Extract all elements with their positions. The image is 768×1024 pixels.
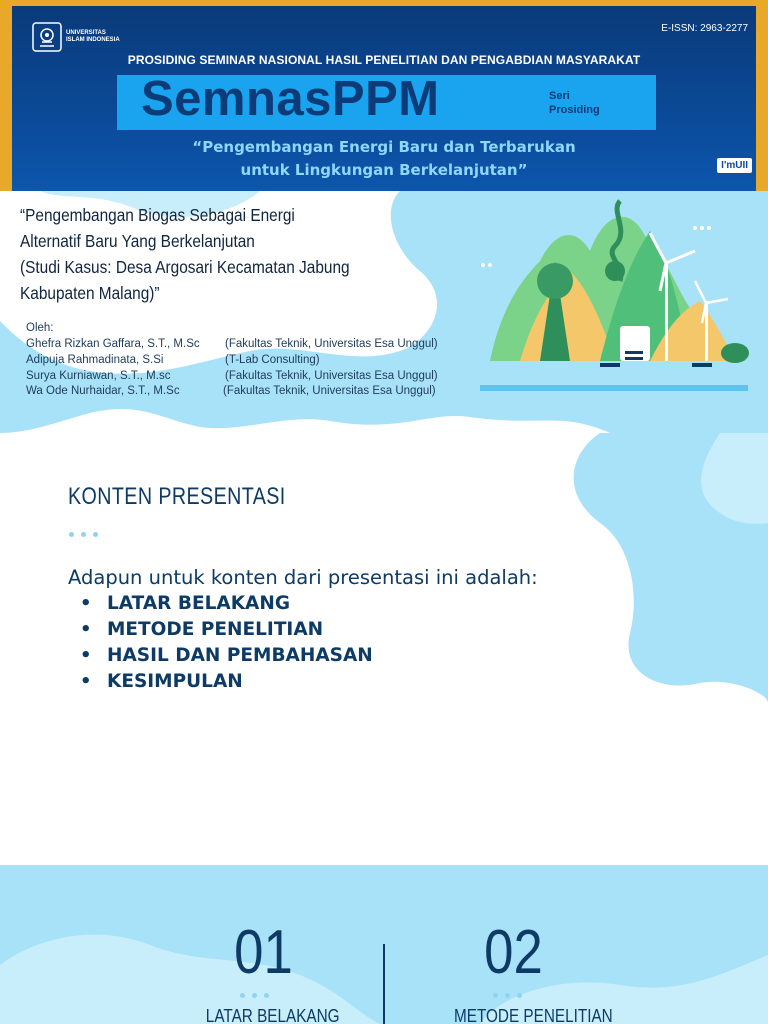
author-row xyxy=(26,370,438,382)
author-name: Surya Kurniawan, S.T., M.sc xyxy=(26,370,171,382)
issn-label: E-ISSN: 2963-2277 xyxy=(661,23,748,34)
university-emblem-icon xyxy=(32,22,62,52)
contents-list xyxy=(80,591,373,695)
contents-heading: KONTEN PRESENTASI xyxy=(68,483,286,510)
conference-title: PROSIDING SEMINAR NASIONAL HASIL PENELITIAN DAN PENGABDIAN MASYARAKAT xyxy=(127,53,641,67)
paper-title-line-4: Kabupaten Malang)” xyxy=(20,283,160,303)
section-label: LATAR BELAKANG xyxy=(205,1006,340,1024)
university-name: UNIVERSITAS ISLAM INDONESIA xyxy=(66,30,120,43)
list-item: • KESIMPULAN xyxy=(80,669,373,695)
author-affiliation: (Fakultas Teknik, Universitas Esa Unggul) xyxy=(225,338,438,350)
brand-sub-line-1: Seri xyxy=(549,90,570,102)
authors-label: Oleh: xyxy=(26,322,54,334)
section-slide xyxy=(0,865,768,1024)
author-row xyxy=(26,338,438,350)
title-slide xyxy=(0,0,768,433)
paper-title-line-1: “Pengembangan Biogas Sebagai Energi xyxy=(20,205,295,225)
author-row xyxy=(26,385,436,397)
author-name: Adipuja Rahmadinata, S.Si xyxy=(26,354,164,366)
section-divider xyxy=(383,944,385,1024)
paper-title-line-2: Alternatif Baru Yang Berkelanjutan xyxy=(20,231,255,251)
decorative-dots xyxy=(240,993,269,998)
author-row xyxy=(26,354,320,366)
list-item: • METODE PENELITIAN xyxy=(80,617,373,643)
university-logo xyxy=(32,22,126,52)
author-affiliation: (Fakultas Teknik, Universitas Esa Unggul) xyxy=(225,370,438,382)
list-item: • LATAR BELAKANG xyxy=(80,591,373,617)
paper-title-line-3: (Studi Kasus: Desa Argosari Kecamatan Jabung xyxy=(20,257,350,277)
section-number: 01 xyxy=(234,918,293,987)
author-affiliation: (Fakultas Teknik, Universitas Esa Unggul) xyxy=(223,385,436,397)
contents-slide xyxy=(0,433,768,865)
author-affiliation: (T-Lab Consulting) xyxy=(225,354,320,366)
brand-name: SemnasPPM xyxy=(141,72,440,126)
contents-intro: Adapun untuk konten dari presentasi ini adalah: xyxy=(68,566,538,589)
brand-sub-line-2: Prosiding xyxy=(549,104,600,116)
section-number: 02 xyxy=(484,918,543,987)
brand-box xyxy=(117,72,656,130)
theme-line-2: untuk Lingkungan Berkelanjutan” xyxy=(240,161,528,179)
paper-title xyxy=(20,202,407,306)
decorative-dots xyxy=(69,532,98,537)
decorative-dots xyxy=(493,993,522,998)
conference-theme xyxy=(12,136,756,182)
imuii-badge: I'mUII xyxy=(717,158,752,173)
author-name: Ghefra Rizkan Gaffara, S.T., M.Sc xyxy=(26,338,200,350)
brand-subtitle xyxy=(549,89,600,117)
author-name: Wa Ode Nurhaidar, S.T., M.Sc xyxy=(26,385,180,397)
conference-banner xyxy=(0,0,768,191)
theme-line-1: “Pengembangan Energi Baru dan Terbarukan xyxy=(192,138,576,156)
section-label: METODE PENELITIAN xyxy=(454,1006,613,1024)
list-item: • HASIL DAN PEMBAHASAN xyxy=(80,643,373,669)
